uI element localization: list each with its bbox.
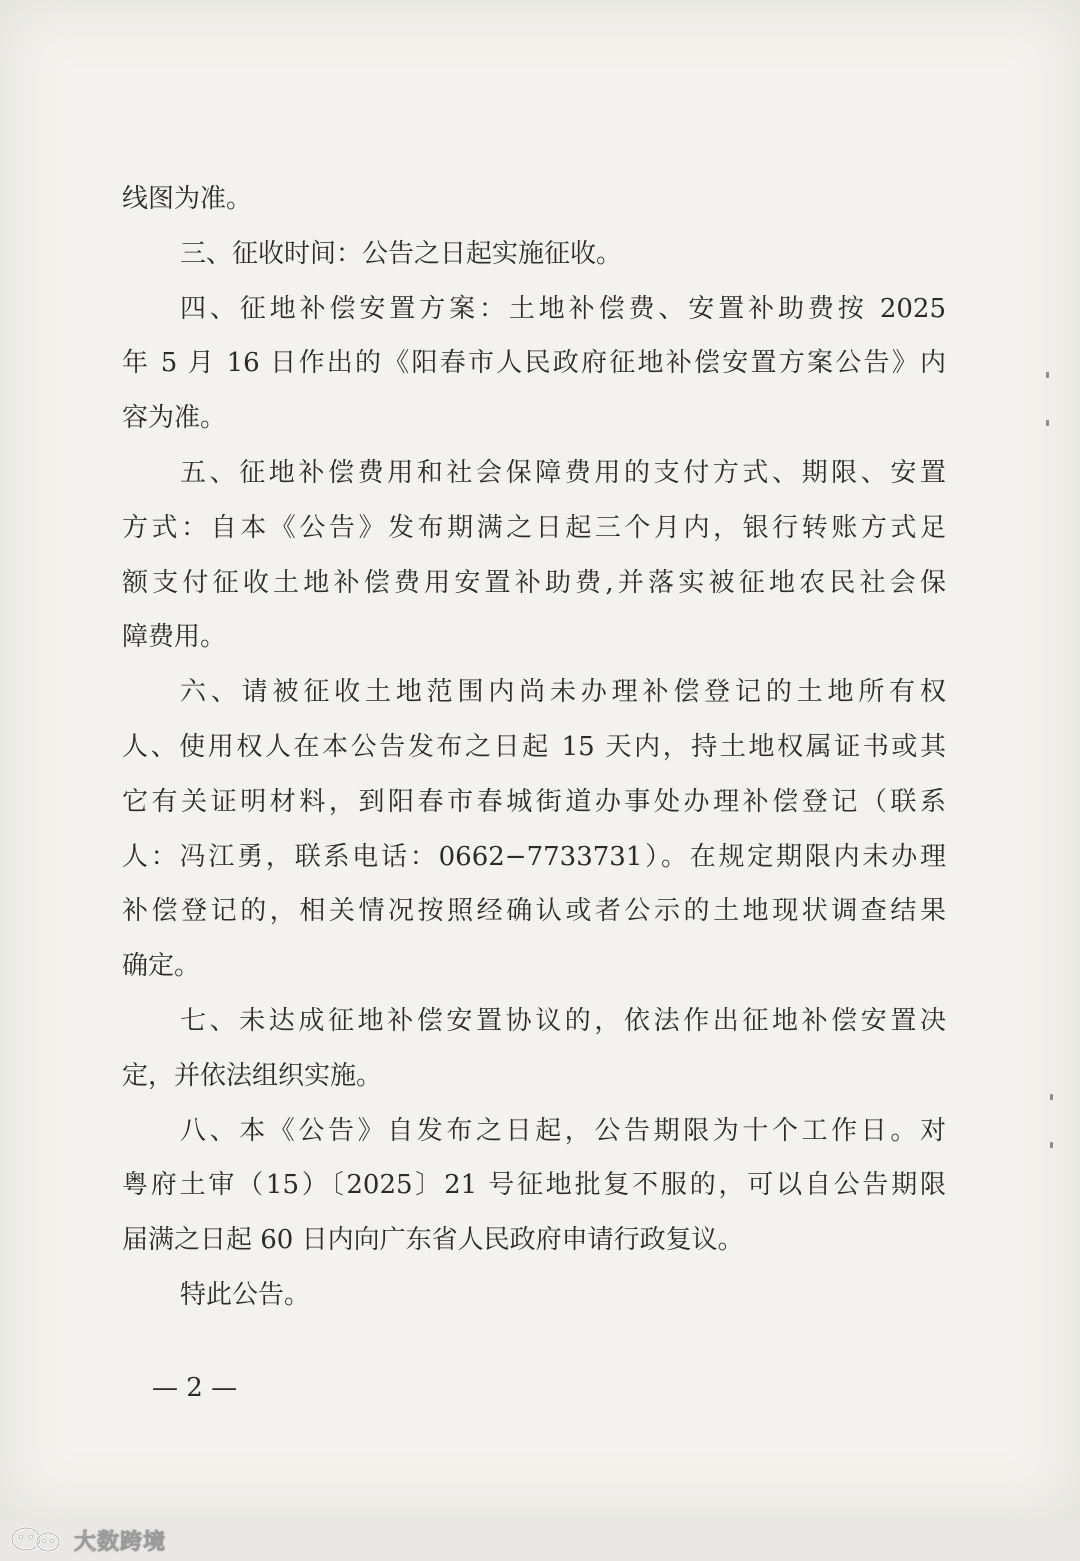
paragraph-line: 年 5 月 16 日作出的《阳春市人民政府征地补偿安置方案公告》内 xyxy=(122,348,946,379)
scan-speck xyxy=(1046,420,1049,426)
paragraph-line: 它有关证明材料，到阳春市春城街道办事处办理补偿登记（联系 xyxy=(122,786,946,817)
paragraph-line: 方式：自本《公告》发布期满之日起三个月内，银行转账方式足 xyxy=(122,512,946,543)
document-body xyxy=(122,172,946,1323)
paragraph-line: 三、征收时间：公告之日起实施征收。 xyxy=(180,238,623,269)
page-number: — 2 — xyxy=(152,1373,238,1403)
watermark xyxy=(8,1522,166,1558)
paragraph-line: 五、征地补偿费用和社会保障费用的支付方式、期限、安置 xyxy=(180,457,946,488)
paragraph-line: 额支付征收土地补偿费用安置补助费,并落实被征地农民社会保 xyxy=(122,567,946,598)
paragraph-line: 障费用。 xyxy=(122,622,227,653)
scan-speck xyxy=(1050,1142,1053,1148)
paragraph-line: 人：冯江勇，联系电话：0662−7733731）。在规定期限内未办理 xyxy=(122,841,946,872)
paragraph-line: 容为准。 xyxy=(122,403,227,434)
paragraph-line: 七、未达成征地补偿安置协议的，依法作出征地补偿安置决 xyxy=(180,1005,946,1036)
wechat-style-bubble-icon xyxy=(8,1524,68,1556)
scan-speck xyxy=(1050,1094,1053,1100)
paragraph-line: 线图为准。 xyxy=(122,184,253,214)
watermark-text: 大数跨境 xyxy=(74,1529,167,1555)
paragraph-line: 六、请被征收土地范围内尚未办理补偿登记的土地所有权 xyxy=(180,677,946,708)
paragraph-line: 届满之日起 60 日内向广东省人民政府申请行政复议。 xyxy=(122,1225,744,1256)
paragraph-line: 特此公告。 xyxy=(180,1279,311,1310)
paragraph-line: 四、征地补偿安置方案：土地补偿费、安置补助费按 2025 xyxy=(180,293,946,324)
paragraph-line: 补偿登记的，相关情况按照经确认或者公示的土地现状调查结果 xyxy=(122,896,946,927)
paragraph-line: 八、本《公告》自发布之日起，公告期限为十个工作日。对 xyxy=(180,1115,946,1146)
paragraph-line: 人、使用权人在本公告发布之日起 15 天内，持土地权属证书或其 xyxy=(122,731,946,762)
scan-speck xyxy=(1046,372,1049,378)
paragraph-line: 确定。 xyxy=(122,951,201,982)
paragraph-line: 定，并依法组织实施。 xyxy=(122,1060,383,1091)
paragraph-line: 粤府土审（15）〔2025〕21 号征地批复不服的，可以自公告期限 xyxy=(122,1170,946,1201)
